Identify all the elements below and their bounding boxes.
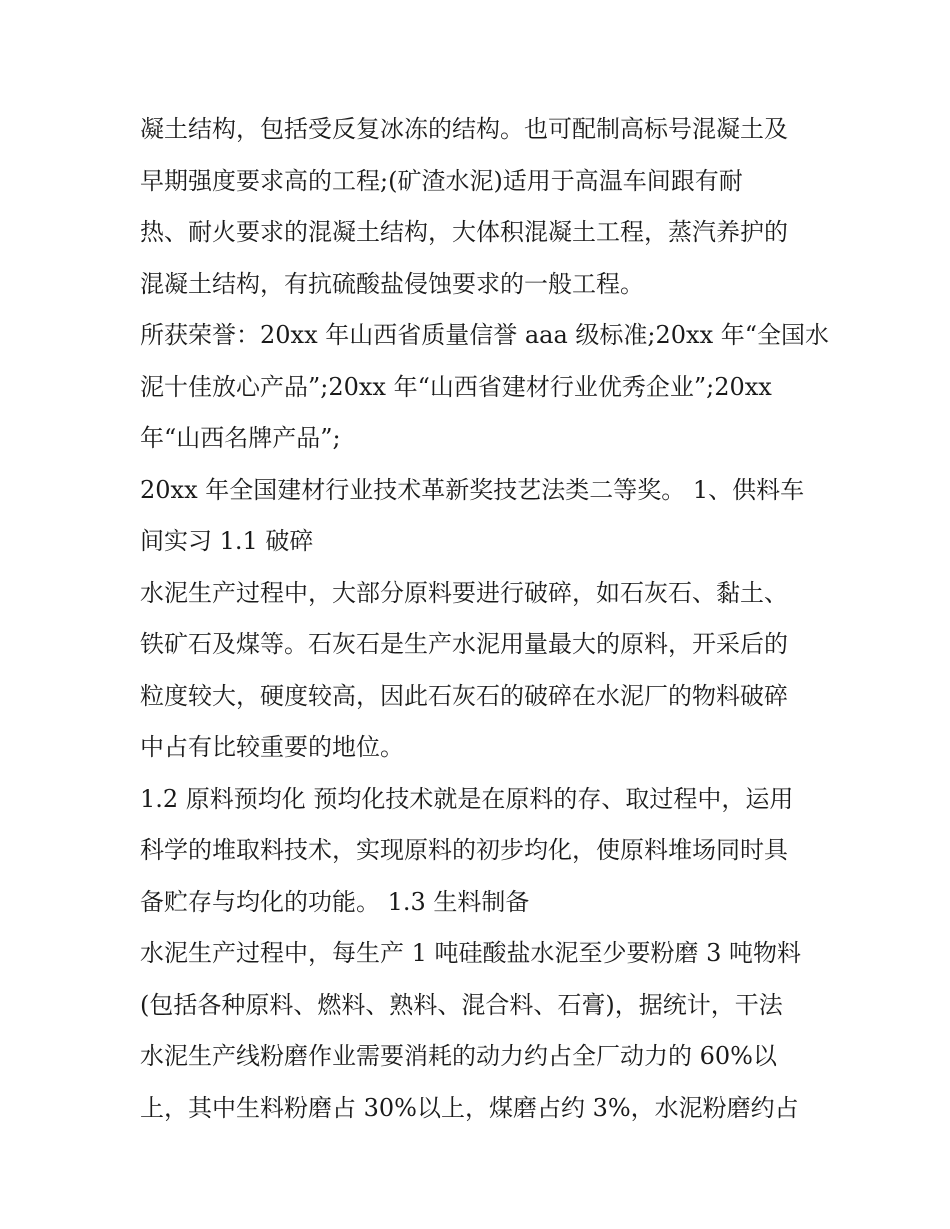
text-line-1: 凝土结构，包括受反复冰冻的结构。也可配制高标号混凝土及	[140, 115, 788, 143]
text-line-15: 科学的堆取料技术，实现原料的初步均化，使原料堆场同时具	[140, 836, 788, 864]
text-line-4: 混凝土结构，有抗硫酸盐侵蚀要求的一般工程。	[140, 269, 644, 298]
text-line-13: 中占有比较重要的地位。	[140, 733, 404, 761]
text-line-18: (包括各种原料、燃料、熟料、混合料、石膏)，据统计，干法	[140, 990, 783, 1019]
body-text	[140, 104, 830, 1134]
text-line-17: 水泥生产过程中，每生产 1 吨硅酸盐水泥至少要粉磨 3 吨物料	[140, 939, 802, 967]
text-line-19: 水泥生产线粉磨作业需要消耗的动力约占全厂动力的 60%以	[140, 1042, 777, 1070]
text-line-10: 水泥生产过程中，大部分原料要进行破碎，如石灰石、黏土、	[140, 578, 788, 607]
text-line-6: 泥十佳放心产品”;20xx 年“山西省建材行业优秀企业”;20xx	[140, 372, 772, 401]
text-line-11: 铁矿石及煤等。石灰石是生产水泥用量最大的原料，开采后的	[140, 630, 788, 658]
text-line-12: 粒度较大，硬度较高，因此石灰石的破碎在水泥厂的物料破碎	[140, 681, 788, 710]
text-line-16: 备贮存与均化的功能。 1.3 生料制备	[140, 887, 530, 916]
text-line-9: 间实习 1.1 破碎	[140, 527, 314, 555]
text-line-20: 上，其中生料粉磨占 30%以上，煤磨占约 3%，水泥粉磨约占	[140, 1093, 799, 1122]
text-line-5: 所获荣誉：20xx 年山西省质量信誉 aaa 级标准;20xx 年“全国水	[140, 321, 830, 349]
text-line-7: 年“山西名牌产品”;	[140, 424, 341, 452]
text-line-3: 热、耐火要求的混凝土结构，大体积混凝土工程，蒸汽养护的	[140, 218, 788, 246]
text-line-14: 1.2 原料预均化 预均化技术就是在原料的存、取过程中，运用	[140, 784, 794, 813]
text-line-8: 20xx 年全国建材行业技术革新奖技艺法类二等奖。 1、供料车	[140, 475, 805, 504]
text-line-2: 早期强度要求高的工程;(矿渣水泥)适用于高温车间跟有耐	[140, 166, 743, 195]
